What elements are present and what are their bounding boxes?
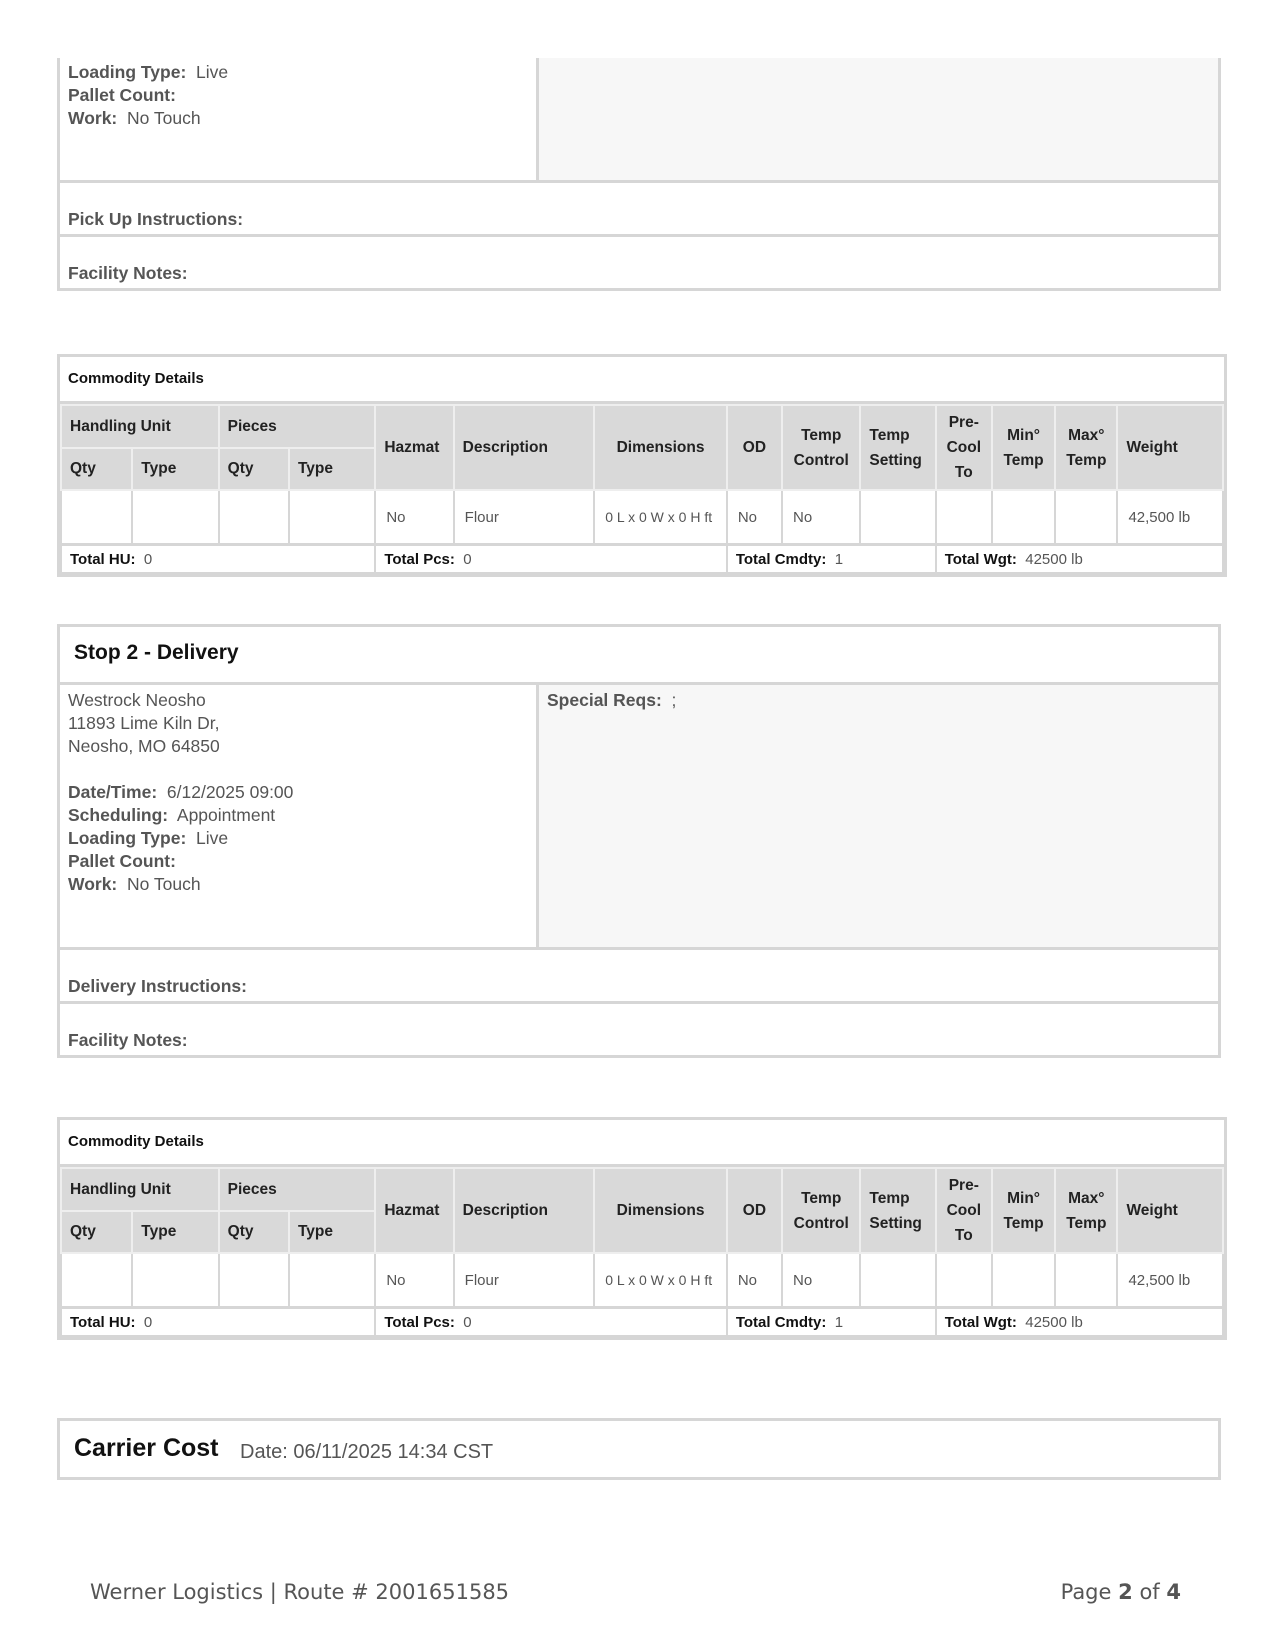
datetime-value: 6/12/2025 09:00 xyxy=(166,782,294,802)
col-handling-unit: Handling Unit xyxy=(61,405,219,448)
loading-type-value: Live xyxy=(196,828,229,848)
total-pcs: Total Pcs: 0 xyxy=(375,1308,726,1337)
cell-description: Flour xyxy=(454,490,595,545)
work-value: No Touch xyxy=(127,108,201,128)
carrier-cost-box xyxy=(57,1418,1221,1480)
cell-dimensions: 0 L x 0 W x 0 H ft xyxy=(594,490,727,545)
col-hu-type: Type xyxy=(132,448,218,491)
col-pre-cool-to: Pre- Cool To xyxy=(936,405,992,490)
header-row xyxy=(61,405,1223,448)
total-wgt: Total Wgt: 42500 lb xyxy=(936,1308,1223,1337)
total-pcs: Total Pcs: 0 xyxy=(375,545,726,574)
divider xyxy=(60,947,1218,950)
stop2-info-cell xyxy=(60,685,539,947)
cell-temp-control: No xyxy=(782,1253,860,1308)
col-temp-setting: Temp Setting xyxy=(860,1168,935,1253)
datetime-label: Date/Time: xyxy=(68,782,158,802)
col-od: OD xyxy=(727,405,782,490)
commodity-details-table-1 xyxy=(57,354,1227,577)
cell-weight: 42,500 lb xyxy=(1117,1253,1223,1308)
col-temp-control: Temp Control xyxy=(782,1168,860,1253)
pallet-count-label: Pallet Count: xyxy=(68,851,176,871)
work-value: No Touch xyxy=(127,874,201,894)
total-hu: Total HU: 0 xyxy=(61,1308,375,1337)
col-pcs-type: Type xyxy=(289,1211,375,1254)
col-min-temp: Min° Temp xyxy=(992,1168,1055,1253)
cell-pcs-type xyxy=(289,490,375,545)
stop2-title: Stop 2 - Delivery xyxy=(74,641,239,664)
special-reqs-label: Special Reqs: xyxy=(547,690,662,710)
stop1-info-cell xyxy=(60,58,539,180)
col-hu-qty: Qty xyxy=(61,1211,132,1254)
footer-page-number: Page 2 of 4 xyxy=(1060,1580,1181,1604)
cell-pcs-qty xyxy=(219,490,289,545)
commodity-table xyxy=(60,404,1224,574)
carrier-cost-title: Carrier Cost xyxy=(74,1434,219,1462)
divider xyxy=(60,180,1218,183)
work-label: Work: xyxy=(68,874,118,894)
cell-temp-setting xyxy=(860,490,935,545)
col-handling-unit: Handling Unit xyxy=(61,1168,219,1211)
col-od: OD xyxy=(727,1168,782,1253)
col-pre-cool-to: Pre- Cool To xyxy=(936,1168,992,1253)
stop2-box xyxy=(57,624,1221,1058)
cell-pcs-qty xyxy=(219,1253,289,1308)
cell-hu-type xyxy=(132,490,218,545)
stop2-special-cell xyxy=(539,685,1218,947)
cell-max-temp xyxy=(1055,1253,1117,1308)
commodity-table xyxy=(60,1167,1224,1337)
loading-type-value: Live xyxy=(196,62,229,82)
scheduling-label: Scheduling: xyxy=(68,805,169,825)
col-temp-control: Temp Control xyxy=(782,405,860,490)
cell-max-temp xyxy=(1055,490,1117,545)
col-hu-qty: Qty xyxy=(61,448,132,491)
col-pcs-qty: Qty xyxy=(219,448,289,491)
col-temp-setting: Temp Setting xyxy=(860,405,935,490)
col-pieces: Pieces xyxy=(219,1168,376,1211)
commodity-details-title: Commodity Details xyxy=(60,1120,1224,1167)
totals-row xyxy=(61,1308,1223,1337)
commodity-details-title: Commodity Details xyxy=(60,357,1224,404)
loading-type-label: Loading Type: xyxy=(68,828,187,848)
city-state-zip: Neosho, MO 64850 xyxy=(68,736,220,756)
special-reqs-value: ; xyxy=(671,690,677,710)
col-hazmat: Hazmat xyxy=(375,405,453,490)
cell-weight: 42,500 lb xyxy=(1117,490,1223,545)
cell-temp-setting xyxy=(860,1253,935,1308)
total-hu: Total HU: 0 xyxy=(61,545,375,574)
stop1-info xyxy=(68,61,228,130)
scheduling-value: Appointment xyxy=(176,805,276,825)
cell-pre-cool xyxy=(936,490,992,545)
col-hazmat: Hazmat xyxy=(375,1168,453,1253)
stop1-special-cell xyxy=(539,58,1218,180)
cell-pcs-type xyxy=(289,1253,375,1308)
col-hu-type: Type xyxy=(132,1211,218,1254)
facility-name: Westrock Neosho xyxy=(68,690,206,710)
col-pieces: Pieces xyxy=(219,405,376,448)
col-max-temp: Max° Temp xyxy=(1055,405,1117,490)
cell-min-temp xyxy=(992,490,1055,545)
table-row xyxy=(61,1253,1223,1308)
cell-hu-qty xyxy=(61,490,132,545)
footer-route: Werner Logistics | Route # 2001651585 xyxy=(90,1580,510,1604)
cell-hazmat: No xyxy=(375,490,453,545)
facility-notes-label: Facility Notes: xyxy=(68,263,188,283)
cell-pre-cool xyxy=(936,1253,992,1308)
total-wgt: Total Wgt: 42500 lb xyxy=(936,545,1223,574)
stop2-address xyxy=(68,689,293,896)
col-pcs-qty: Qty xyxy=(219,1211,289,1254)
col-weight: Weight xyxy=(1117,405,1223,490)
delivery-instructions-label: Delivery Instructions: xyxy=(68,976,247,996)
carrier-cost-date: Date: 06/11/2025 14:34 CST xyxy=(240,1441,494,1463)
totals-row xyxy=(61,545,1223,574)
col-description: Description xyxy=(454,1168,595,1253)
col-pcs-type: Type xyxy=(289,448,375,491)
cell-hu-type xyxy=(132,1253,218,1308)
special-reqs xyxy=(547,689,676,712)
pickup-instructions-label: Pick Up Instructions: xyxy=(68,209,244,229)
divider xyxy=(60,234,1218,237)
cell-dimensions: 0 L x 0 W x 0 H ft xyxy=(594,1253,727,1308)
cell-od: No xyxy=(727,1253,782,1308)
divider xyxy=(60,1001,1218,1004)
pallet-count-label: Pallet Count: xyxy=(68,85,176,105)
cell-od: No xyxy=(727,490,782,545)
cell-hu-qty xyxy=(61,1253,132,1308)
cell-temp-control: No xyxy=(782,490,860,545)
loading-type-label: Loading Type: xyxy=(68,62,187,82)
col-weight: Weight xyxy=(1117,1168,1223,1253)
facility-notes-label: Facility Notes: xyxy=(68,1030,188,1050)
col-max-temp: Max° Temp xyxy=(1055,1168,1117,1253)
stop1-details-box xyxy=(57,58,1221,291)
commodity-details-table-2 xyxy=(57,1117,1227,1340)
cell-hazmat: No xyxy=(375,1253,453,1308)
col-dimensions: Dimensions xyxy=(594,405,727,490)
cell-description: Flour xyxy=(454,1253,595,1308)
street-address: 11893 Lime Kiln Dr, xyxy=(68,713,220,733)
col-description: Description xyxy=(454,405,595,490)
header-row xyxy=(61,1168,1223,1211)
col-min-temp: Min° Temp xyxy=(992,405,1055,490)
table-row xyxy=(61,490,1223,545)
work-label: Work: xyxy=(68,108,118,128)
cell-min-temp xyxy=(992,1253,1055,1308)
col-dimensions: Dimensions xyxy=(594,1168,727,1253)
total-cmdty: Total Cmdty: 1 xyxy=(727,545,936,574)
total-cmdty: Total Cmdty: 1 xyxy=(727,1308,936,1337)
